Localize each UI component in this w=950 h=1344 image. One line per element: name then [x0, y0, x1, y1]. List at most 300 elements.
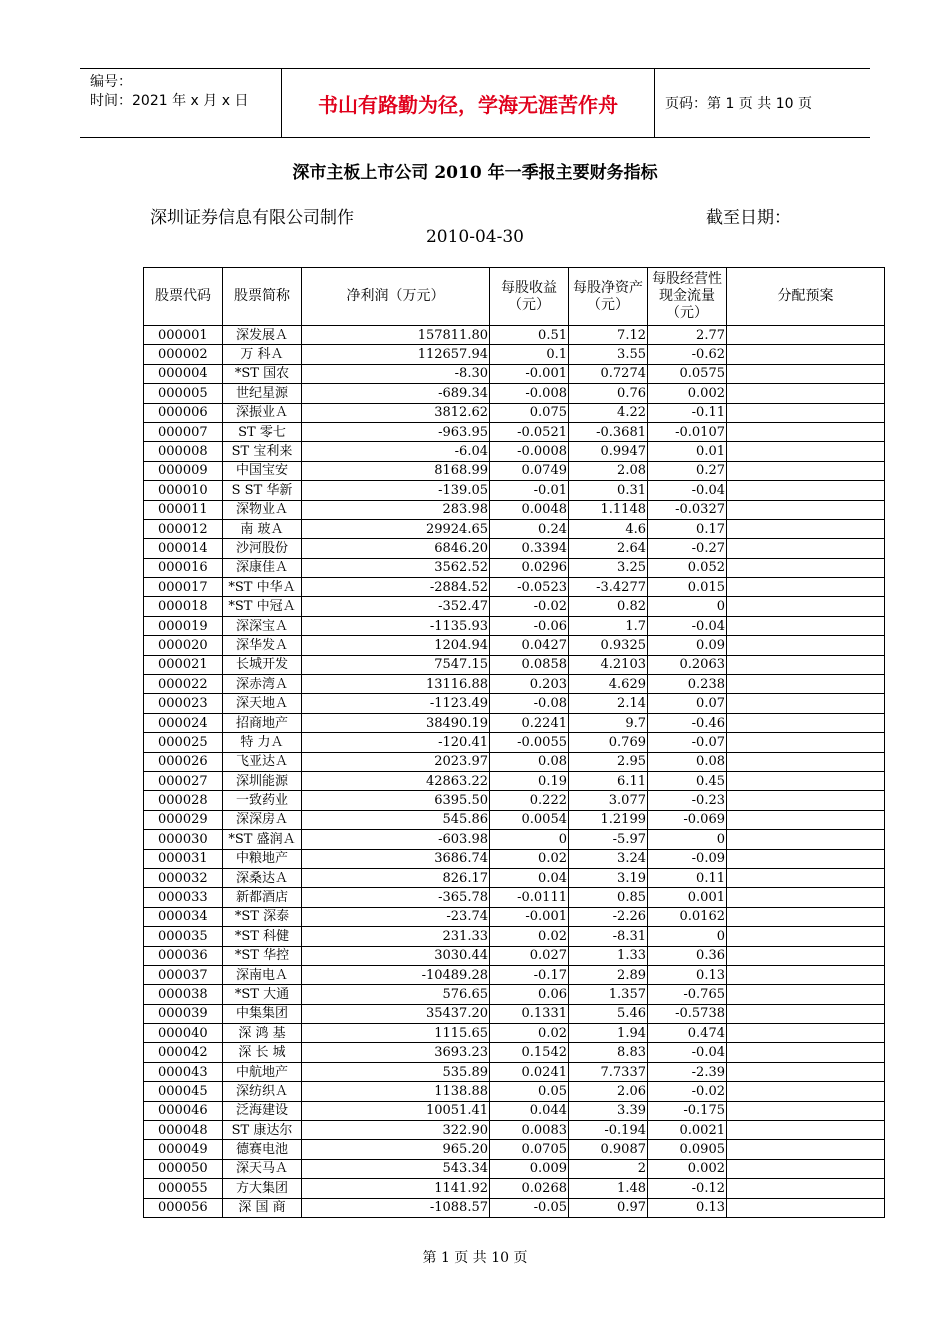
table-row — [144, 384, 885, 403]
cell-cashflow: -0.0327 — [648, 500, 727, 519]
cell-nav: 1.33 — [569, 946, 648, 965]
header-page-info: 页码：第 1 页 共 10 页 — [665, 96, 812, 112]
cell-cashflow: 0.07 — [648, 694, 727, 713]
cell-cashflow: 0.36 — [648, 946, 727, 965]
cell-nav: 3.077 — [569, 791, 648, 810]
cell-stock-code: 000001 — [144, 326, 223, 345]
cell-eps: 0.075 — [490, 403, 569, 422]
table-row — [144, 461, 885, 480]
cell-net-profit: -365.78 — [302, 888, 490, 907]
cell-stock-code: 000035 — [144, 927, 223, 946]
maker-line: 深圳证券信息有限公司制作 — [150, 208, 354, 228]
cell-nav: 9.7 — [569, 713, 648, 732]
cell-eps: 0.05 — [490, 1082, 569, 1101]
cell-distribution-plan — [727, 403, 885, 422]
cell-nav: 0.76 — [569, 384, 648, 403]
cell-cashflow: -2.39 — [648, 1062, 727, 1081]
cell-eps: 0.027 — [490, 946, 569, 965]
cell-nav: 4.22 — [569, 403, 648, 422]
cell-nav: 1.7 — [569, 616, 648, 635]
cell-cashflow: 0.2063 — [648, 655, 727, 674]
cell-eps: 0.02 — [490, 1024, 569, 1043]
cell-stock-name: 中国宝安 — [223, 461, 302, 480]
table-row — [144, 1062, 885, 1081]
cell-net-profit: -6.04 — [302, 442, 490, 461]
cell-net-profit: 283.98 — [302, 500, 490, 519]
cell-distribution-plan — [727, 868, 885, 887]
cell-eps: 0.0054 — [490, 810, 569, 829]
cell-distribution-plan — [727, 694, 885, 713]
cell-eps: 0.0083 — [490, 1121, 569, 1140]
cell-distribution-plan — [727, 1043, 885, 1062]
cell-nav: 7.12 — [569, 326, 648, 345]
cell-nav: 2.64 — [569, 539, 648, 558]
cell-nav: 3.25 — [569, 558, 648, 577]
table-row — [144, 636, 885, 655]
cell-net-profit: 545.86 — [302, 810, 490, 829]
table-row — [144, 849, 885, 868]
header-net-profit: 净利润（万元） — [302, 268, 490, 326]
cell-cashflow: 0.002 — [648, 384, 727, 403]
cell-stock-name: 深 长 城 — [223, 1043, 302, 1062]
cell-eps: 0.02 — [490, 849, 569, 868]
cell-nav: -5.97 — [569, 830, 648, 849]
cell-stock-name: 深南电Ａ — [223, 965, 302, 984]
cell-distribution-plan — [727, 1082, 885, 1101]
cell-stock-name: S ST 华新 — [223, 481, 302, 500]
cell-eps: 0.0048 — [490, 500, 569, 519]
cell-distribution-plan — [727, 771, 885, 790]
cell-net-profit: 543.34 — [302, 1159, 490, 1178]
cell-eps: 0.04 — [490, 868, 569, 887]
table-row — [144, 752, 885, 771]
cell-eps: -0.0111 — [490, 888, 569, 907]
cell-cashflow: 0.015 — [648, 578, 727, 597]
cell-eps: 0.19 — [490, 771, 569, 790]
cell-eps: 0.0749 — [490, 461, 569, 480]
cell-eps: 0.0296 — [490, 558, 569, 577]
cell-stock-code: 000037 — [144, 965, 223, 984]
cell-cashflow: 2.77 — [648, 326, 727, 345]
cell-nav: 1.1148 — [569, 500, 648, 519]
table-row — [144, 927, 885, 946]
cell-stock-code: 000031 — [144, 849, 223, 868]
cell-nav: 1.94 — [569, 1024, 648, 1043]
cell-distribution-plan — [727, 830, 885, 849]
cell-stock-code: 000028 — [144, 791, 223, 810]
cell-stock-code: 000011 — [144, 500, 223, 519]
table-row — [144, 675, 885, 694]
cell-eps: -0.001 — [490, 364, 569, 383]
cell-stock-name: 方大集团 — [223, 1179, 302, 1198]
cell-cashflow: 0.0162 — [648, 907, 727, 926]
cell-cashflow: 0 — [648, 927, 727, 946]
cell-cashflow: 0.01 — [648, 442, 727, 461]
cell-stock-name: 新都酒店 — [223, 888, 302, 907]
cell-stock-code: 000030 — [144, 830, 223, 849]
cell-cashflow: 0.27 — [648, 461, 727, 480]
cell-net-profit: 2023.97 — [302, 752, 490, 771]
table-row — [144, 965, 885, 984]
table-row — [144, 1101, 885, 1120]
cell-distribution-plan — [727, 578, 885, 597]
cell-net-profit: 42863.22 — [302, 771, 490, 790]
cell-net-profit: 965.20 — [302, 1140, 490, 1159]
cell-net-profit: 1204.94 — [302, 636, 490, 655]
cell-stock-name: *ST 科健 — [223, 927, 302, 946]
cell-stock-code: 000019 — [144, 616, 223, 635]
cell-eps: 0.1542 — [490, 1043, 569, 1062]
cell-stock-name: 中集集团 — [223, 1004, 302, 1023]
cell-net-profit: -1123.49 — [302, 694, 490, 713]
number-label: 编号： — [90, 74, 132, 90]
cell-cashflow: -0.23 — [648, 791, 727, 810]
cell-cashflow: 0.17 — [648, 519, 727, 538]
cell-stock-code: 000056 — [144, 1198, 223, 1217]
cell-cashflow: -0.175 — [648, 1101, 727, 1120]
cell-stock-code: 000020 — [144, 636, 223, 655]
cell-stock-name: 特 力Ａ — [223, 733, 302, 752]
cell-eps: -0.01 — [490, 481, 569, 500]
cell-net-profit: -2884.52 — [302, 578, 490, 597]
cell-stock-name: 深深房Ａ — [223, 810, 302, 829]
table-row — [144, 364, 885, 383]
cell-stock-code: 000026 — [144, 752, 223, 771]
cell-nav: 4.2103 — [569, 655, 648, 674]
cell-net-profit: 13116.88 — [302, 675, 490, 694]
cell-distribution-plan — [727, 752, 885, 771]
cell-stock-name: 招商地产 — [223, 713, 302, 732]
cell-stock-name: 深圳能源 — [223, 771, 302, 790]
cell-distribution-plan — [727, 500, 885, 519]
cell-nav: 0.31 — [569, 481, 648, 500]
cell-stock-name: 深华发Ａ — [223, 636, 302, 655]
cell-distribution-plan — [727, 616, 885, 635]
cell-nav: 0.9087 — [569, 1140, 648, 1159]
cutoff-date: 2010-04-30 — [425, 227, 524, 247]
cell-eps: 0.044 — [490, 1101, 569, 1120]
cell-eps: 0.0705 — [490, 1140, 569, 1159]
cell-net-profit: 535.89 — [302, 1062, 490, 1081]
cell-net-profit: 3562.52 — [302, 558, 490, 577]
cell-distribution-plan — [727, 1140, 885, 1159]
cell-cashflow: -0.09 — [648, 849, 727, 868]
cell-cashflow: -0.04 — [648, 616, 727, 635]
cell-cashflow: -0.04 — [648, 481, 727, 500]
cell-stock-code: 000010 — [144, 481, 223, 500]
cell-eps: -0.08 — [490, 694, 569, 713]
table-row — [144, 946, 885, 965]
table-row — [144, 578, 885, 597]
table-row — [144, 558, 885, 577]
table-row — [144, 1198, 885, 1217]
cell-distribution-plan — [727, 597, 885, 616]
cell-distribution-plan — [727, 733, 885, 752]
cell-net-profit: 6846.20 — [302, 539, 490, 558]
table-row — [144, 442, 885, 461]
cell-stock-code: 000040 — [144, 1024, 223, 1043]
header-motto: 书山有路勤为径，学海无涯苦作舟 — [282, 69, 655, 137]
table-row — [144, 519, 885, 538]
cell-eps: 0.06 — [490, 985, 569, 1004]
cell-eps: 0.222 — [490, 791, 569, 810]
cell-nav: 4.6 — [569, 519, 648, 538]
cell-stock-name: 深纺织Ａ — [223, 1082, 302, 1101]
cell-eps: 0.0241 — [490, 1062, 569, 1081]
header-nav: 每股净资产（元） — [569, 268, 648, 326]
cell-stock-name: 深 鸿 基 — [223, 1024, 302, 1043]
cell-nav: 0.7274 — [569, 364, 648, 383]
cell-nav: 1.357 — [569, 985, 648, 1004]
cell-distribution-plan — [727, 927, 885, 946]
cell-nav: 4.629 — [569, 675, 648, 694]
cell-cashflow: 0.0575 — [648, 364, 727, 383]
cell-eps: 0 — [490, 830, 569, 849]
table-row — [144, 713, 885, 732]
cell-eps: 0.2241 — [490, 713, 569, 732]
cell-net-profit: 826.17 — [302, 868, 490, 887]
cell-nav: 5.46 — [569, 1004, 648, 1023]
cell-net-profit: -120.41 — [302, 733, 490, 752]
cell-nav: 0.82 — [569, 597, 648, 616]
table-row — [144, 1024, 885, 1043]
cell-net-profit: 1141.92 — [302, 1179, 490, 1198]
cell-net-profit: 3030.44 — [302, 946, 490, 965]
cell-cashflow: -0.07 — [648, 733, 727, 752]
cell-eps: -0.0521 — [490, 422, 569, 441]
cell-cashflow: -0.765 — [648, 985, 727, 1004]
cell-stock-name: 泛海建设 — [223, 1101, 302, 1120]
table-row — [144, 1082, 885, 1101]
cell-stock-name: 一致药业 — [223, 791, 302, 810]
cell-stock-code: 000021 — [144, 655, 223, 674]
cell-cashflow: -0.02 — [648, 1082, 727, 1101]
cell-stock-name: ST 宝利来 — [223, 442, 302, 461]
table-row — [144, 1004, 885, 1023]
table-row — [144, 616, 885, 635]
cell-eps: 0.3394 — [490, 539, 569, 558]
cell-stock-code: 000048 — [144, 1121, 223, 1140]
cell-stock-name: *ST 盛润Ａ — [223, 830, 302, 849]
cell-stock-code: 000005 — [144, 384, 223, 403]
cell-net-profit: -352.47 — [302, 597, 490, 616]
cell-eps: 0.0268 — [490, 1179, 569, 1198]
table-row — [144, 326, 885, 345]
cell-net-profit: -1135.93 — [302, 616, 490, 635]
cell-stock-name: 沙河股份 — [223, 539, 302, 558]
cell-net-profit: -689.34 — [302, 384, 490, 403]
cell-eps: -0.008 — [490, 384, 569, 403]
cell-stock-code: 000024 — [144, 713, 223, 732]
cell-distribution-plan — [727, 558, 885, 577]
cell-net-profit: 35437.20 — [302, 1004, 490, 1023]
cell-nav: 1.2199 — [569, 810, 648, 829]
table-row — [144, 733, 885, 752]
cell-stock-name: 深振业Ａ — [223, 403, 302, 422]
cell-cashflow: -0.12 — [648, 1179, 727, 1198]
cell-cashflow: 0.238 — [648, 675, 727, 694]
cell-stock-code: 000017 — [144, 578, 223, 597]
cell-eps: 0.02 — [490, 927, 569, 946]
cell-stock-name: 南 玻Ａ — [223, 519, 302, 538]
cell-stock-code: 000023 — [144, 694, 223, 713]
cell-net-profit: -139.05 — [302, 481, 490, 500]
cell-eps: -0.0008 — [490, 442, 569, 461]
cell-stock-code: 000036 — [144, 946, 223, 965]
cell-eps: -0.17 — [490, 965, 569, 984]
cell-stock-code: 000029 — [144, 810, 223, 829]
cell-eps: -0.0055 — [490, 733, 569, 752]
cell-distribution-plan — [727, 888, 885, 907]
cell-stock-name: *ST 大通 — [223, 985, 302, 1004]
cell-stock-name: 深物业Ａ — [223, 500, 302, 519]
cell-eps: 0.24 — [490, 519, 569, 538]
table-row — [144, 1159, 885, 1178]
cell-cashflow: -0.5738 — [648, 1004, 727, 1023]
cell-cashflow: 0.08 — [648, 752, 727, 771]
header-meta — [80, 69, 282, 137]
table-row — [144, 771, 885, 790]
table-row — [144, 345, 885, 364]
cell-net-profit: -603.98 — [302, 830, 490, 849]
table-row — [144, 403, 885, 422]
cell-distribution-plan — [727, 791, 885, 810]
header-eps: 每股收益（元） — [490, 268, 569, 326]
table-row — [144, 1043, 885, 1062]
cell-stock-code: 000033 — [144, 888, 223, 907]
cell-distribution-plan — [727, 907, 885, 926]
cell-stock-code: 000034 — [144, 907, 223, 926]
table-row — [144, 810, 885, 829]
cell-cashflow: 0.0021 — [648, 1121, 727, 1140]
table-row — [144, 791, 885, 810]
cell-eps: -0.0523 — [490, 578, 569, 597]
cell-cashflow: 0.13 — [648, 965, 727, 984]
cell-eps: -0.02 — [490, 597, 569, 616]
cell-stock-code: 000050 — [144, 1159, 223, 1178]
cell-stock-code: 000046 — [144, 1101, 223, 1120]
page-header — [80, 68, 870, 138]
table-row — [144, 985, 885, 1004]
table-row — [144, 1179, 885, 1198]
table-row — [144, 539, 885, 558]
cell-distribution-plan — [727, 345, 885, 364]
cell-cashflow: 0.002 — [648, 1159, 727, 1178]
cell-nav: 2.89 — [569, 965, 648, 984]
table-row — [144, 422, 885, 441]
cell-eps: 0.1 — [490, 345, 569, 364]
table-row — [144, 481, 885, 500]
cell-net-profit: 7547.15 — [302, 655, 490, 674]
cell-eps: 0.51 — [490, 326, 569, 345]
cell-cashflow: -0.27 — [648, 539, 727, 558]
cell-stock-code: 000027 — [144, 771, 223, 790]
cell-distribution-plan — [727, 1121, 885, 1140]
cell-cashflow: 0.0905 — [648, 1140, 727, 1159]
cell-net-profit: -1088.57 — [302, 1198, 490, 1217]
header-stock-code: 股票代码 — [144, 268, 223, 326]
table-row — [144, 1121, 885, 1140]
cell-distribution-plan — [727, 1004, 885, 1023]
table-row — [144, 888, 885, 907]
cell-stock-code: 000025 — [144, 733, 223, 752]
time-label: 时间：2021 年 x 月 x 日 — [90, 93, 249, 109]
document-title: 深市主板上市公司 2010 年一季报主要财务指标 — [292, 163, 658, 183]
cell-distribution-plan — [727, 636, 885, 655]
cell-net-profit: 322.90 — [302, 1121, 490, 1140]
header-cashflow: 每股经营性现金流量（元） — [648, 268, 727, 326]
cell-nav: -8.31 — [569, 927, 648, 946]
cell-nav: 2.08 — [569, 461, 648, 480]
cell-stock-name: 德赛电池 — [223, 1140, 302, 1159]
cell-cashflow: 0.001 — [648, 888, 727, 907]
cell-nav: 3.24 — [569, 849, 648, 868]
cell-eps: 0.08 — [490, 752, 569, 771]
cell-stock-name: *ST 中华Ａ — [223, 578, 302, 597]
table-row — [144, 694, 885, 713]
cell-eps: -0.05 — [490, 1198, 569, 1217]
cell-stock-code: 000009 — [144, 461, 223, 480]
cell-net-profit: -23.74 — [302, 907, 490, 926]
cell-net-profit: 3812.62 — [302, 403, 490, 422]
cell-nav: 0.85 — [569, 888, 648, 907]
cell-stock-code: 000016 — [144, 558, 223, 577]
cell-distribution-plan — [727, 965, 885, 984]
financial-table — [143, 267, 885, 1218]
cell-stock-code: 000043 — [144, 1062, 223, 1081]
page-footer: 第 1 页 共 10 页 — [422, 1250, 528, 1266]
cell-distribution-plan — [727, 713, 885, 732]
cell-net-profit: 231.33 — [302, 927, 490, 946]
cell-stock-name: *ST 中冠Ａ — [223, 597, 302, 616]
cell-cashflow: -0.069 — [648, 810, 727, 829]
cell-nav: 0.9947 — [569, 442, 648, 461]
cell-distribution-plan — [727, 1101, 885, 1120]
cell-nav: 0.97 — [569, 1198, 648, 1217]
cell-nav: 3.19 — [569, 868, 648, 887]
cell-cashflow: -0.62 — [648, 345, 727, 364]
cell-stock-code: 000014 — [144, 539, 223, 558]
cell-stock-code: 000002 — [144, 345, 223, 364]
cell-distribution-plan — [727, 481, 885, 500]
cell-nav: 0.769 — [569, 733, 648, 752]
cell-net-profit: 1138.88 — [302, 1082, 490, 1101]
cell-stock-code: 000038 — [144, 985, 223, 1004]
cell-stock-name: *ST 深泰 — [223, 907, 302, 926]
cell-stock-code: 000032 — [144, 868, 223, 887]
cell-nav: 1.48 — [569, 1179, 648, 1198]
cell-distribution-plan — [727, 675, 885, 694]
cell-stock-name: 深赤湾Ａ — [223, 675, 302, 694]
cell-stock-code: 000008 — [144, 442, 223, 461]
cell-stock-name: 长城开发 — [223, 655, 302, 674]
cell-stock-code: 000007 — [144, 422, 223, 441]
cell-distribution-plan — [727, 985, 885, 1004]
cell-nav: -0.194 — [569, 1121, 648, 1140]
cell-distribution-plan — [727, 1198, 885, 1217]
cell-net-profit: -8.30 — [302, 364, 490, 383]
cell-stock-code: 000018 — [144, 597, 223, 616]
cell-nav: 3.55 — [569, 345, 648, 364]
table-row — [144, 500, 885, 519]
cell-eps: 0.0427 — [490, 636, 569, 655]
cell-eps: 0.009 — [490, 1159, 569, 1178]
cell-eps: 0.1331 — [490, 1004, 569, 1023]
cell-net-profit: 3686.74 — [302, 849, 490, 868]
cell-stock-code: 000004 — [144, 364, 223, 383]
cell-nav: -3.4277 — [569, 578, 648, 597]
cell-stock-code: 000022 — [144, 675, 223, 694]
